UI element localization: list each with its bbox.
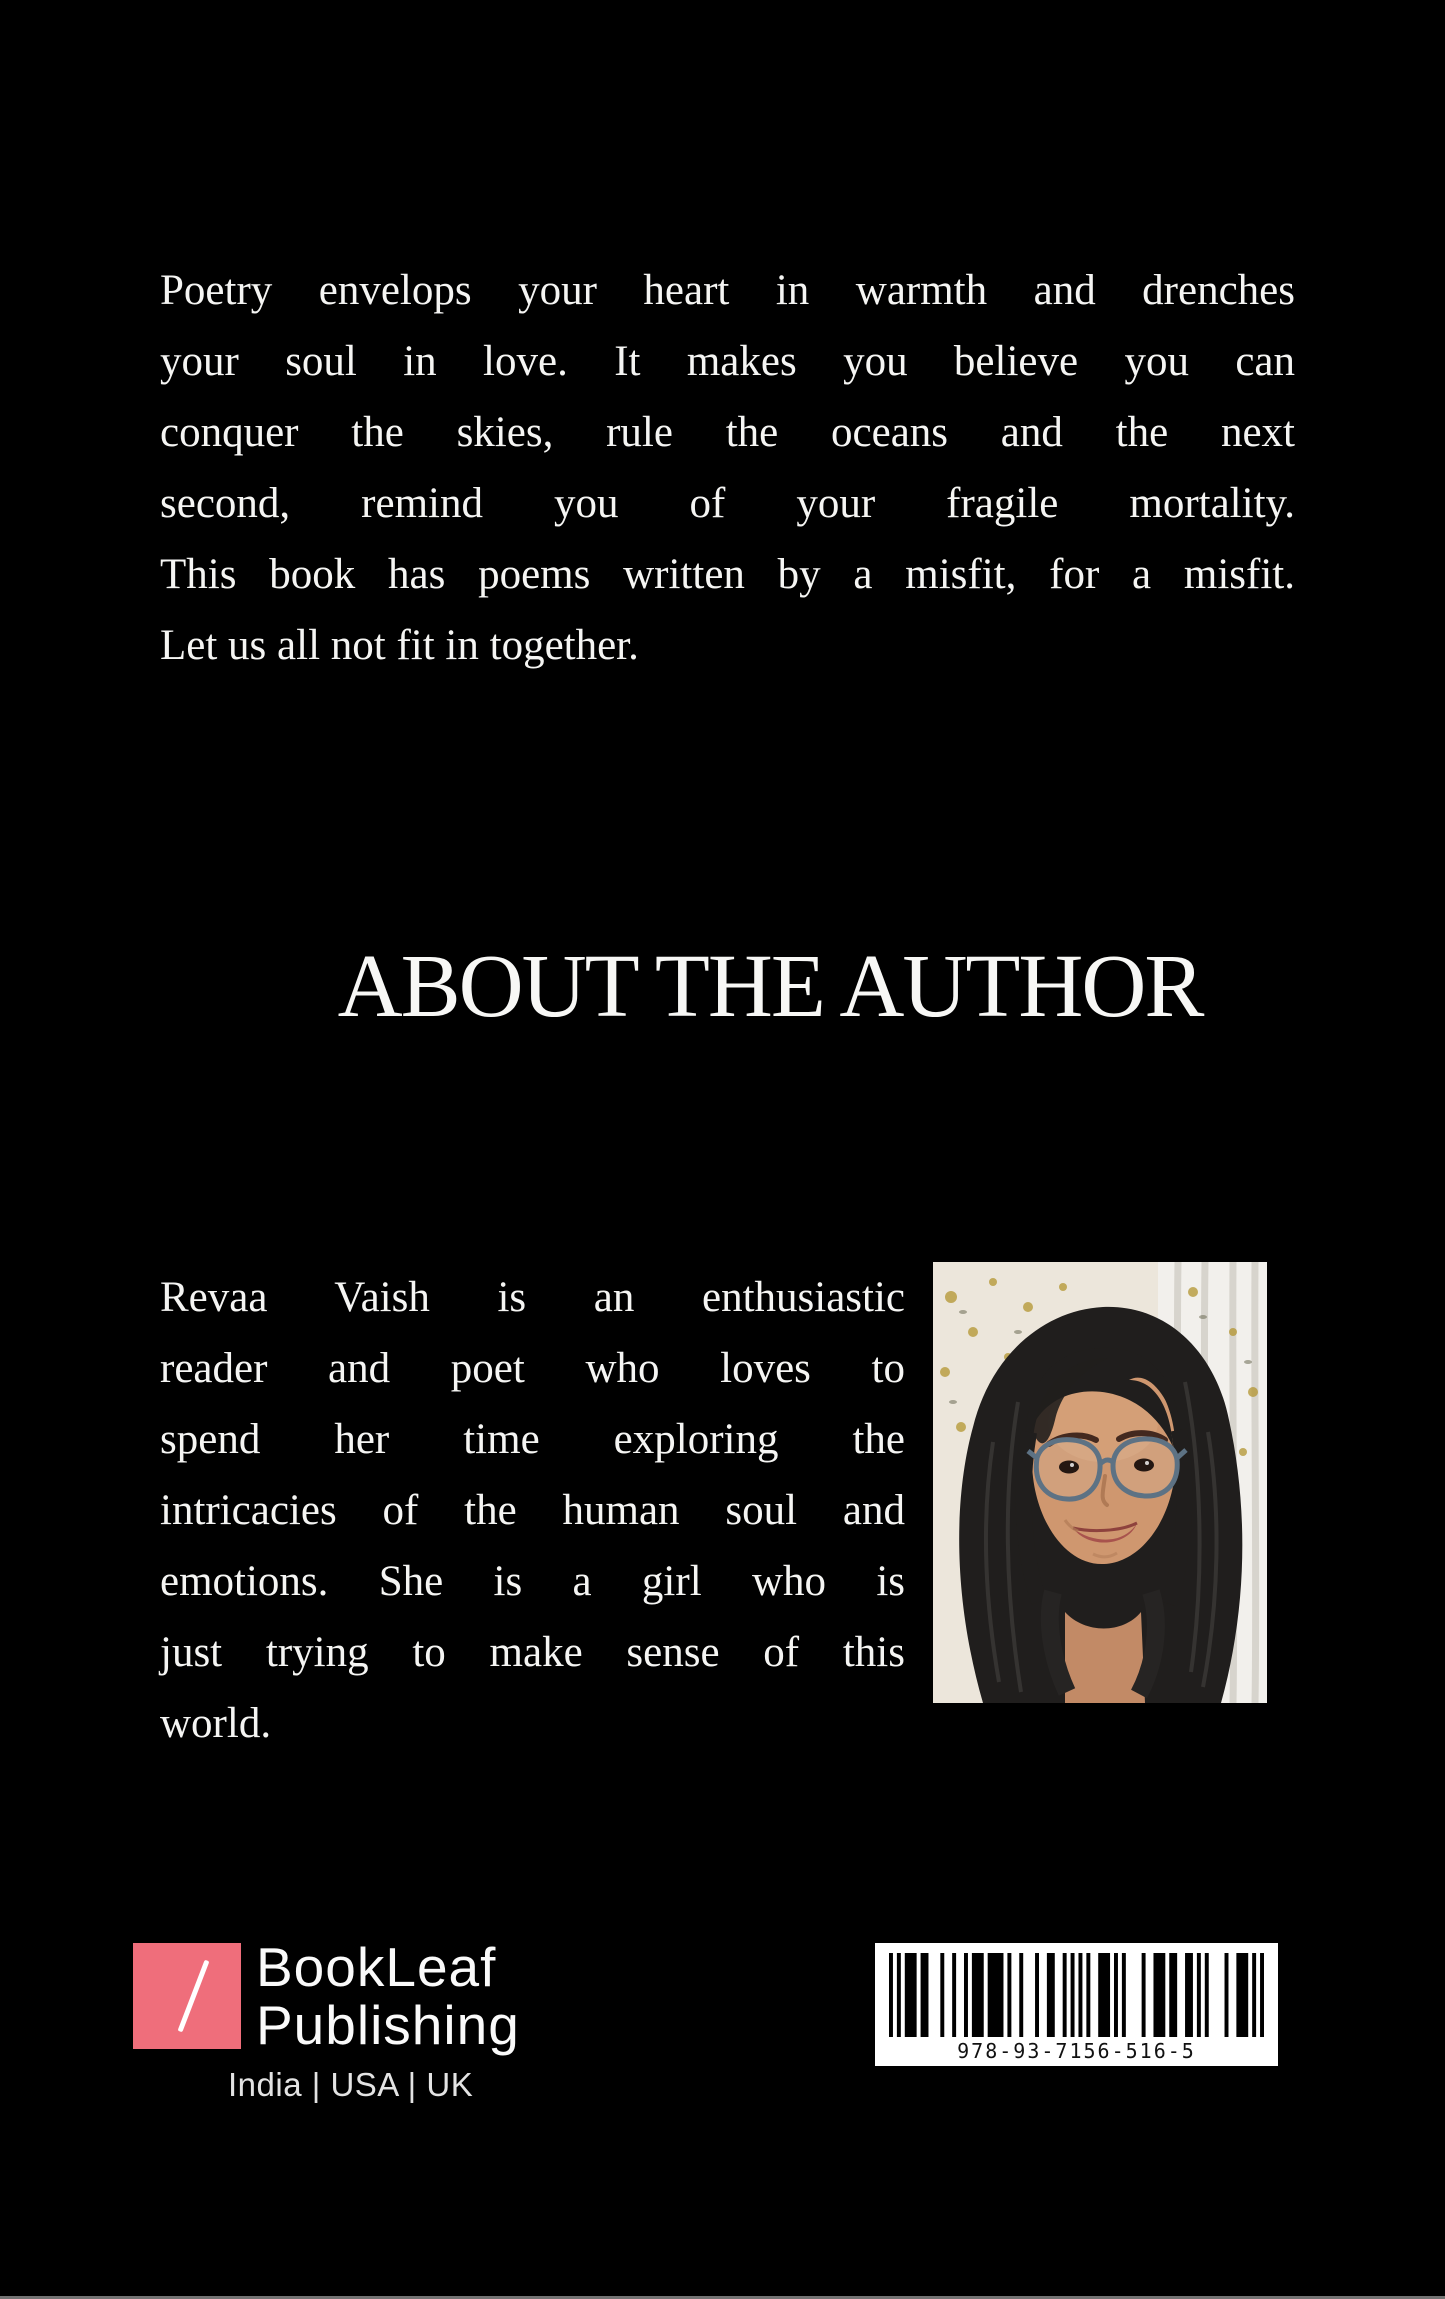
blurb-paragraph xyxy=(160,255,1295,681)
bio-line: just trying to make sense of this xyxy=(160,1629,905,1676)
bio-line: intricacies of the human soul and xyxy=(160,1487,905,1534)
bio-line: Revaa Vaish is an enthusiastic xyxy=(160,1274,905,1321)
blurb-line: second, remind you of your fragile mortality. xyxy=(160,480,1295,527)
blurb-line: Let us all not fit in together. xyxy=(160,622,639,669)
publisher-name-line1: BookLeaf xyxy=(256,1936,497,1998)
isbn-barcode xyxy=(875,1943,1278,2066)
publisher-logo xyxy=(133,1943,241,2049)
barcode-bars xyxy=(889,1953,1264,2037)
publisher-name xyxy=(256,1938,520,2054)
publisher-regions: India | USA | UK xyxy=(228,2066,474,2103)
about-the-author-heading: ABOUT THE AUTHOR xyxy=(337,937,1203,1036)
blurb-line: Poetry envelops your heart in warmth and drenches xyxy=(160,267,1295,314)
blurb-line: conquer the skies, rule the oceans and the next xyxy=(160,409,1295,456)
author-bio-paragraph xyxy=(160,1262,905,1759)
blurb-line: your soul in love. It makes you believe you can xyxy=(160,338,1295,385)
isbn-number: 978-93-7156-516-5 xyxy=(957,2039,1196,2063)
bio-line: world. xyxy=(160,1700,272,1747)
slash-icon xyxy=(178,1960,210,2033)
author-portrait-illustration xyxy=(933,1262,1267,1703)
publisher-name-line2: Publishing xyxy=(256,1994,520,2056)
bio-line: reader and poet who loves to xyxy=(160,1345,905,1392)
bio-line: spend her time exploring the xyxy=(160,1416,905,1463)
bio-line: emotions. She is a girl who is xyxy=(160,1558,905,1605)
author-photo xyxy=(933,1262,1267,1703)
blurb-line: This book has poems written by a misfit, for a misfit. xyxy=(160,551,1295,598)
